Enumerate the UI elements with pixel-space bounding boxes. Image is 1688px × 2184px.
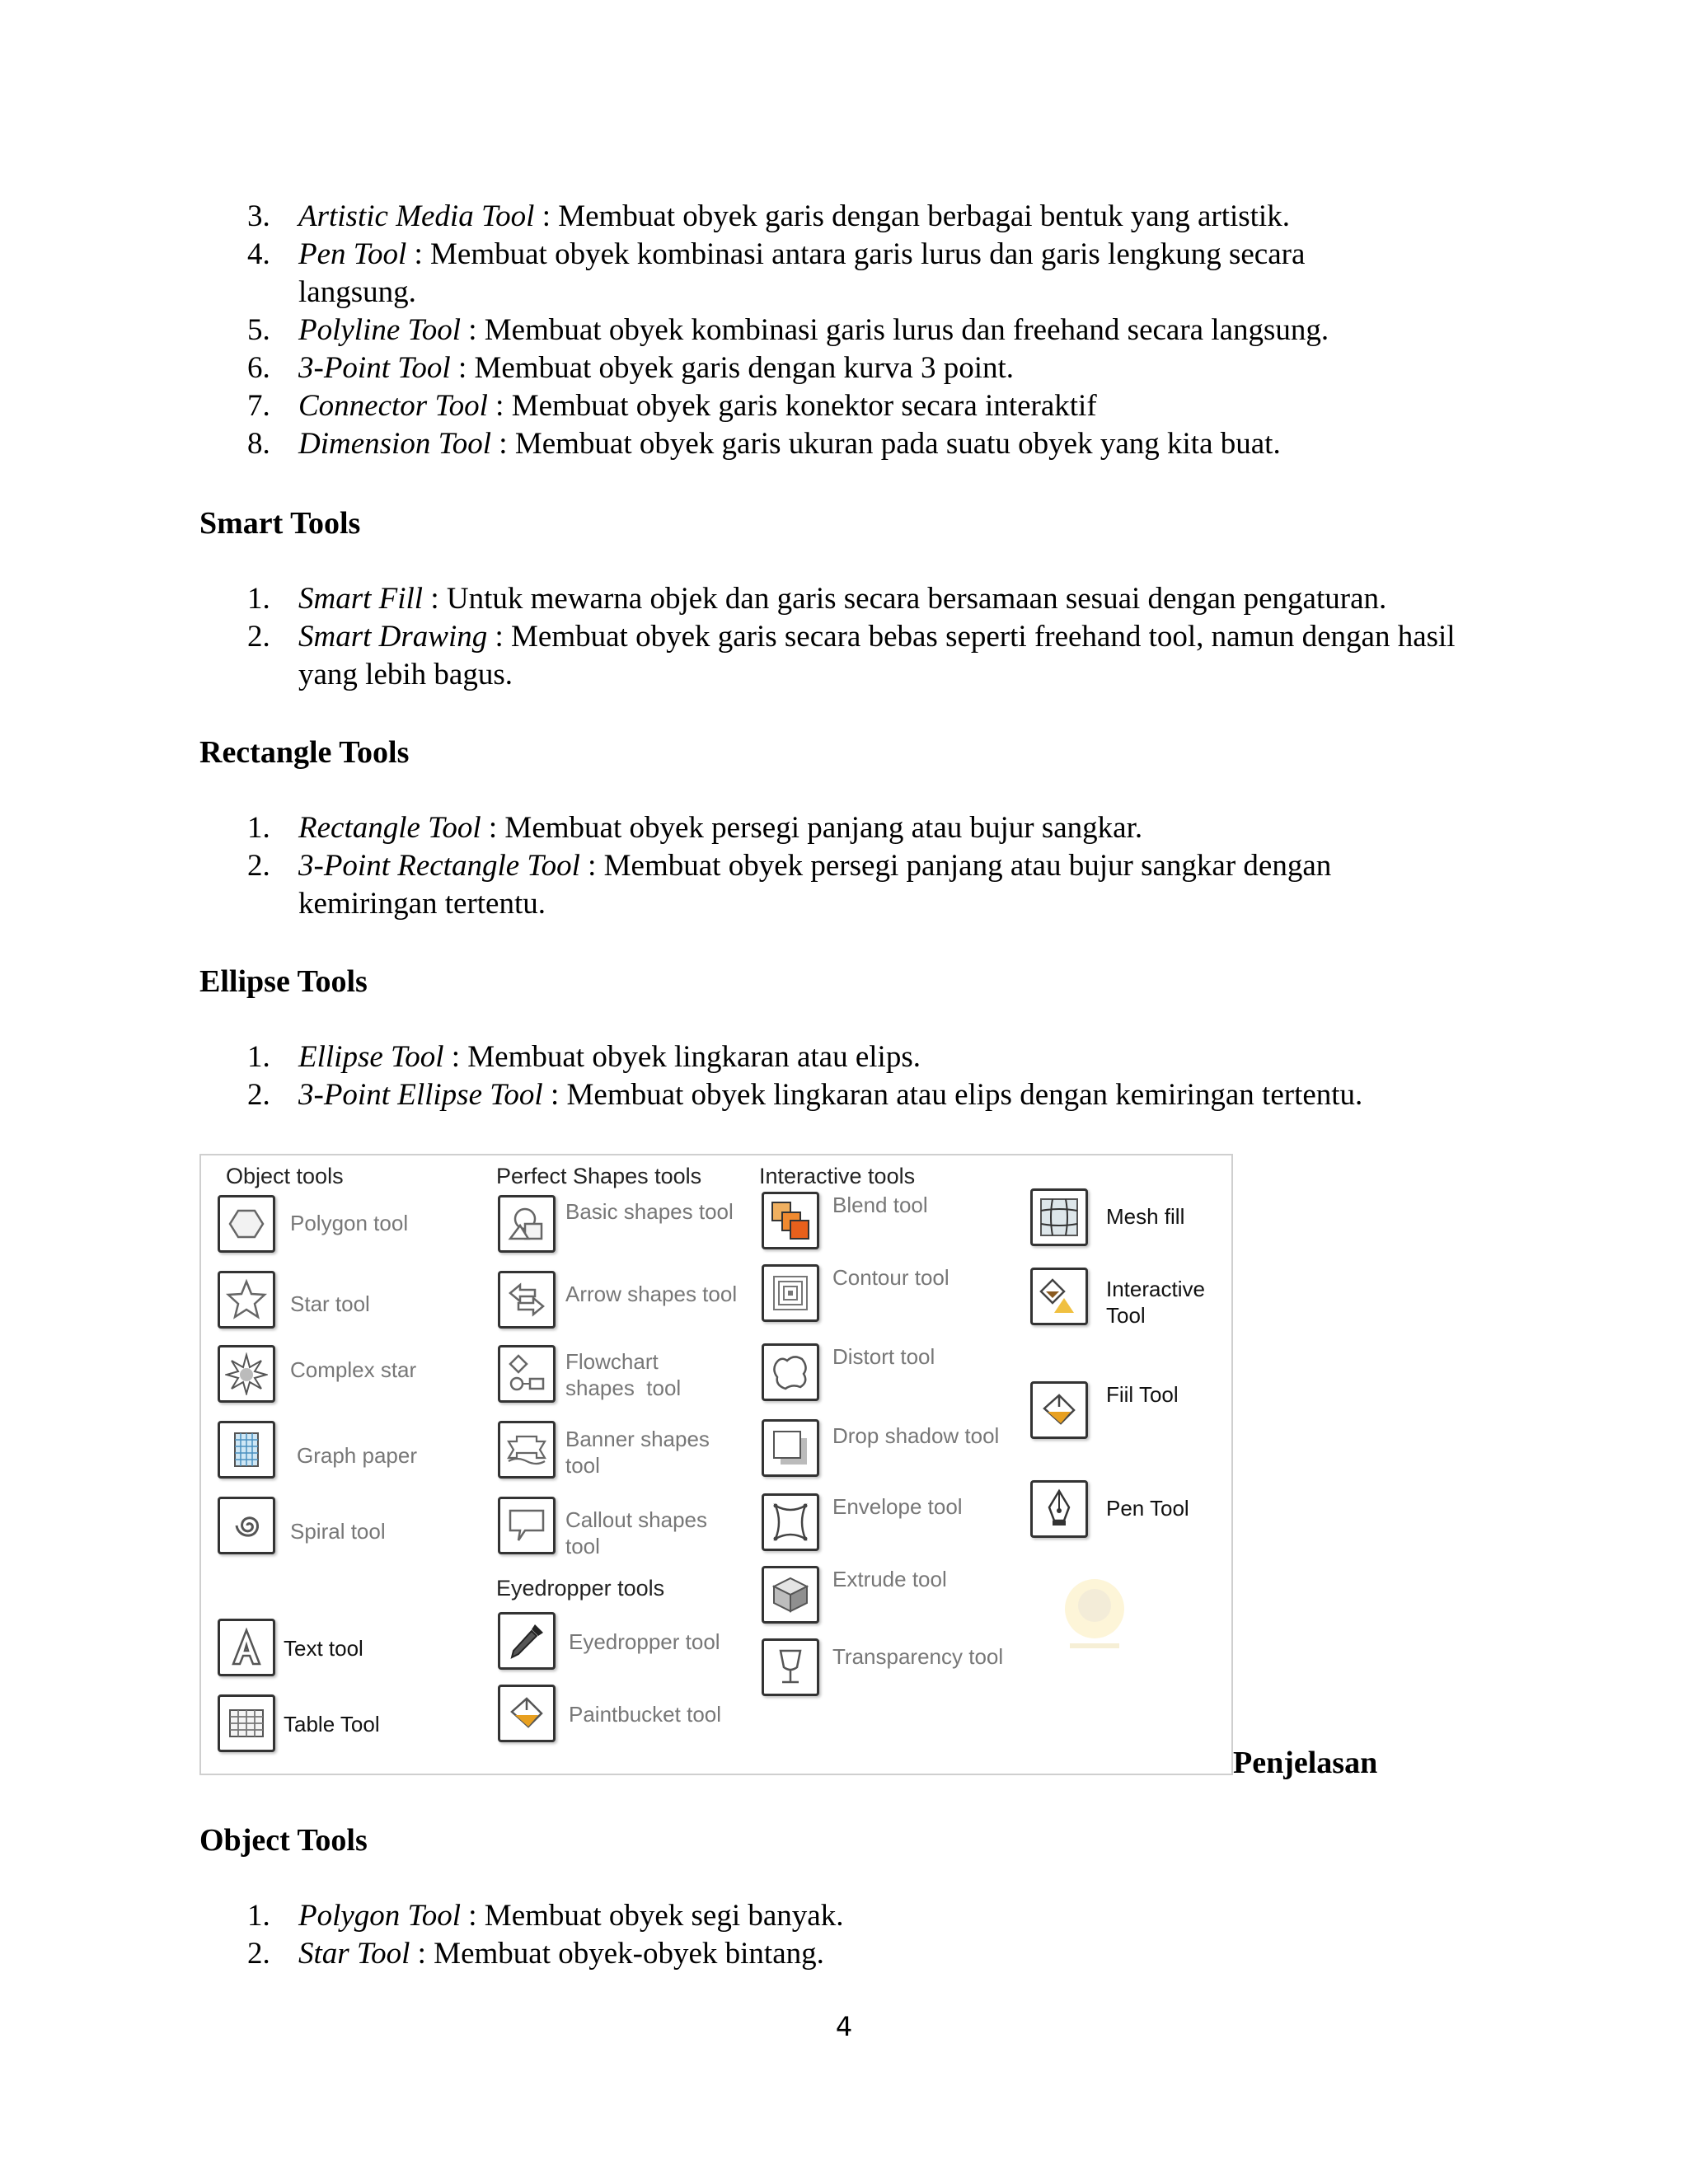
spiral-icon [225, 1504, 268, 1547]
fill-bucket-icon [1038, 1389, 1081, 1432]
rectangle-tools-list [0, 809, 1688, 923]
watermark-logo [1053, 1568, 1136, 1658]
banner-icon [505, 1428, 548, 1471]
polygon-icon [225, 1202, 268, 1245]
contour-icon [769, 1272, 812, 1315]
paintbucket-icon [505, 1692, 548, 1735]
complex-star-icon [225, 1352, 268, 1395]
eyedropper-icon [505, 1619, 548, 1662]
list-item: 1. Smart Fill : Untuk mewarna objek dan garis secara bersamaan sesuai dengan pengaturan. [247, 582, 1387, 616]
toolbox-figure: Object tools Perfect Shapes tools Interactive tools Eyedropper tools Polygon tool Star tool Complex star Graph paper Spiral tool Text tool Table Tool Basic shapes tool Arrow shapes tool Flowchart shapes tool Banner shapes tool Callout shapes tool Eyedropper tool Paintbucket tool Blend tool Contour tool Distort tool Drop shadow tool Envelope tool Extrude tool Transparency tool Mesh fill Interactive Tool Fiil Tool Pen Tool [199, 1154, 1233, 1775]
list-item: 4. Pen Tool : Membuat obyek kombinasi antara garis lurus dan garis lengkung secara langsung. [247, 237, 1306, 309]
distort-icon [769, 1351, 812, 1394]
perfect-shapes-title: Perfect Shapes tools [496, 1164, 702, 1188]
ellipse-tools-heading: Ellipse Tools [199, 964, 368, 999]
interactive-fill-icon [1038, 1275, 1081, 1318]
rectangle-tools-heading: Rectangle Tools [199, 735, 410, 770]
extrude-icon [769, 1573, 812, 1616]
list-item: 6. 3-Point Tool : Membuat obyek garis dengan kurva 3 point. [247, 351, 1015, 385]
object-tools-title: Object tools [226, 1164, 344, 1188]
list-item: 2. Smart Drawing : Membuat obyek garis secara bebas seperti freehand tool, namun dengan hasil yang lebih bagus. [247, 620, 1456, 691]
list-item: 2. 3-Point Ellipse Tool : Membuat obyek lingkaran atau elips dengan kemiringan tertentu. [247, 1078, 1363, 1112]
object-tools-list [0, 1897, 1688, 1973]
text-icon [225, 1626, 268, 1669]
flowchart-icon [505, 1352, 548, 1395]
drop-shadow-icon [769, 1427, 812, 1469]
line-tools-list [0, 198, 1688, 463]
list-item: 2. Star Tool : Membuat obyek-obyek bintang. [247, 1937, 824, 1971]
list-item: 3. Artistic Media Tool : Membuat obyek garis dengan berbagai bentuk yang artistik. [247, 199, 1290, 233]
page-number: 4 [835, 2011, 853, 2042]
list-item: 5. Polyline Tool : Membuat obyek kombinasi garis lurus dan freehand secara langsung. [247, 313, 1329, 347]
object-tools-heading: Object Tools [199, 1823, 368, 1858]
basic-shapes-icon [505, 1202, 548, 1245]
transparency-icon [769, 1646, 812, 1689]
arrow-shapes-icon [505, 1278, 548, 1321]
graph-paper-icon [225, 1428, 268, 1471]
list-item: 2. 3-Point Rectangle Tool : Membuat obyek persegi panjang atau bujur sangkar dengan kemiringan tertentu. [247, 849, 1332, 921]
list-item: 8. Dimension Tool : Membuat obyek garis ukuran pada suatu obyek yang kita buat. [247, 427, 1281, 461]
list-item: 7. Connector Tool : Membuat obyek garis konektor secara interaktif [247, 389, 1097, 423]
list-item: 1. Rectangle Tool : Membuat obyek persegi panjang atau bujur sangkar. [247, 811, 1143, 845]
star-icon [225, 1278, 268, 1321]
smart-tools-list [0, 580, 1688, 694]
table-icon [225, 1702, 268, 1745]
interactive-tools-title: Interactive tools [759, 1164, 916, 1188]
smart-tools-heading: Smart Tools [199, 506, 361, 541]
figure-caption: Penjelasan [1233, 1746, 1378, 1780]
ellipse-tools-list [0, 1038, 1688, 1114]
envelope-icon [769, 1501, 812, 1544]
list-item: 1. Ellipse Tool : Membuat obyek lingkaran atau elips. [247, 1040, 921, 1074]
mesh-fill-icon [1038, 1196, 1081, 1239]
list-item: 1. Polygon Tool : Membuat obyek segi banyak. [247, 1899, 844, 1933]
eyedropper-tools-title: Eyedropper tools [496, 1576, 665, 1601]
callout-icon [505, 1504, 548, 1547]
pen-nib-icon [1038, 1488, 1081, 1530]
blend-icon [769, 1199, 812, 1242]
